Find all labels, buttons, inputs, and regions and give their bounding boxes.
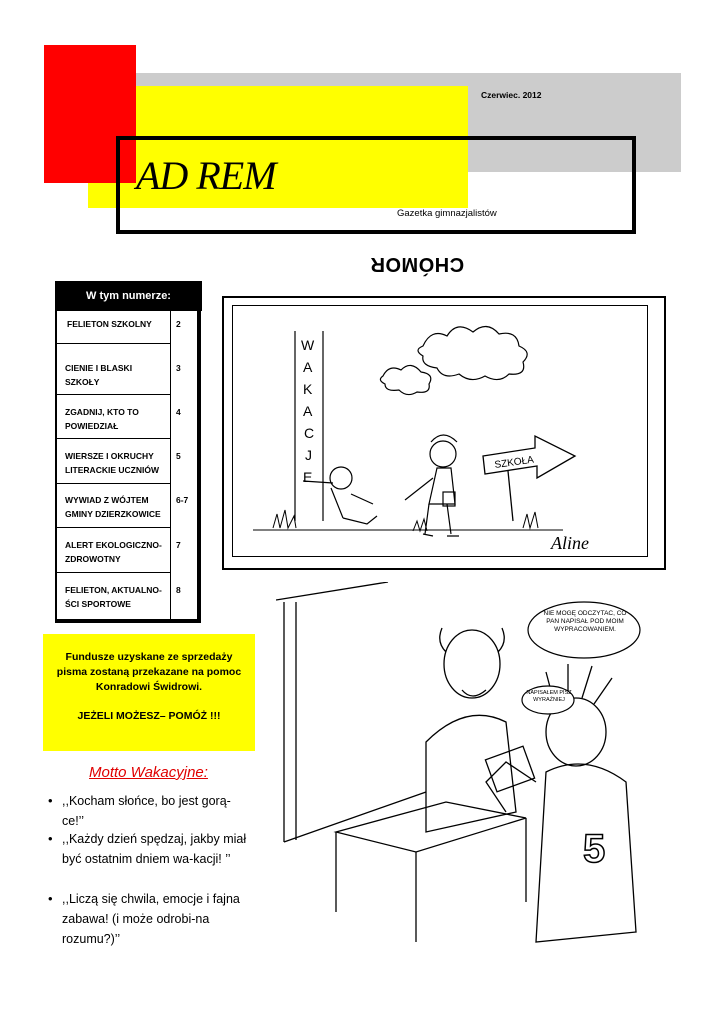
masthead-subtitle: Gazetka gimnazjalistów bbox=[397, 208, 497, 219]
grass-icon bbox=[253, 510, 563, 531]
arrow-sign-icon bbox=[483, 436, 575, 521]
toc-item-name: WYWIAD Z WÓJTEM GMINY DZIERZKOWICE bbox=[65, 495, 161, 519]
svg-text:A: A bbox=[303, 403, 313, 419]
toc-separator bbox=[57, 438, 170, 439]
shirt-number: 5 bbox=[583, 827, 606, 871]
toc-separator bbox=[57, 572, 170, 573]
motto-title: Motto Wakacyjne: bbox=[89, 764, 208, 781]
toc-item-name: ZGADNIJ, KTO TO POWIEDZIAŁ bbox=[65, 407, 139, 431]
toc-item-name: WIERSZE I OKRUCHY LITERACKIE UCZNIÓW bbox=[65, 451, 159, 475]
motto-item bbox=[48, 791, 252, 831]
toc-item-name: ALERT EKOLOGICZNO-ZDROWOTNY bbox=[65, 540, 162, 564]
toc-divider bbox=[170, 311, 171, 619]
cartoon-vacation-drawing bbox=[233, 306, 647, 556]
masthead-title: AD REM bbox=[136, 153, 276, 198]
motto-text: ,,Liczą się chwila, emocje i fajna zabawa! (i może odrobi-na rozumu?)’’ bbox=[62, 892, 240, 946]
woman-figure bbox=[405, 435, 459, 536]
masthead-date: Czerwiec. 2012 bbox=[481, 90, 542, 100]
svg-text:C: C bbox=[304, 425, 315, 441]
cartoon-signature: Aline bbox=[551, 533, 589, 553]
toc-item-page: 5 bbox=[176, 451, 181, 461]
cloud-icon bbox=[380, 326, 527, 394]
teacher-body bbox=[426, 715, 516, 832]
desk-icon bbox=[336, 802, 526, 852]
teacher-head bbox=[444, 630, 500, 698]
blackboard-bottom bbox=[284, 792, 426, 842]
motto-text: ,,Każdy dzień spędzaj, jakby miał być ostatnim dniem wa-kacji! ’’ bbox=[62, 832, 247, 866]
donation-text: Fundusze uzyskane ze sprzedaży pisma zostaną przekazane na pomoc Konradowi Świdrowi. bbox=[56, 651, 242, 693]
toc-separator bbox=[57, 343, 170, 344]
bullet-icon: • bbox=[48, 891, 53, 906]
section-heading: CHÓMOR bbox=[370, 253, 465, 275]
signpost-letters bbox=[301, 337, 315, 485]
svg-text:E: E bbox=[303, 469, 313, 485]
cartoon-teacher-drawing bbox=[276, 582, 666, 954]
toc-item-page: 3 bbox=[176, 363, 181, 373]
bullet-icon: • bbox=[48, 793, 53, 808]
toc-item-name: FELIETON, AKTUALNO-ŚCI SPORTOWE bbox=[65, 585, 162, 609]
speech-bubble-large-text: NIE MOGĘ ODCZYTAĆ, CO PAN NAPISAŁ POD MOIM WYPRACOWANIEM. bbox=[543, 610, 627, 633]
motto-text: ,,Kocham słońce, bo jest gorą-ce!’’ bbox=[62, 794, 231, 828]
arrow-sign-text: SZKOŁA bbox=[493, 454, 535, 471]
bullet-icon: • bbox=[48, 831, 53, 846]
cartoon-vacation bbox=[232, 305, 648, 557]
toc-header: W tym numerze: bbox=[55, 281, 202, 311]
toc-item-page: 8 bbox=[176, 585, 181, 595]
svg-text:W: W bbox=[301, 337, 315, 353]
toc-separator bbox=[57, 394, 170, 395]
toc-item-page: 2 bbox=[176, 319, 181, 329]
blackboard-edge bbox=[276, 582, 388, 842]
toc-item-name: FELIETON SZKOLNY bbox=[67, 319, 152, 329]
toc-item-page: 4 bbox=[176, 407, 181, 417]
svg-text:K: K bbox=[303, 381, 313, 397]
svg-text:A: A bbox=[303, 359, 313, 375]
toc-separator bbox=[57, 483, 170, 484]
toc-item-page: 7 bbox=[176, 540, 181, 550]
motto-item bbox=[48, 829, 252, 869]
svg-text:J: J bbox=[305, 447, 312, 463]
speech-bubble-small-text: NAPISAŁEM PISZ WYRAŹNIEJ bbox=[526, 690, 572, 703]
toc-table bbox=[55, 311, 201, 623]
toc-item-name: CIENIE I BLASKI SZKOŁY bbox=[65, 363, 133, 387]
toc-item-page: 6-7 bbox=[176, 495, 189, 505]
donation-cta: JEŻELI MOŻESZ– POMÓŻ !!! bbox=[77, 710, 221, 722]
child-figure bbox=[303, 467, 377, 524]
toc-separator bbox=[57, 527, 170, 528]
motto-item bbox=[48, 889, 252, 949]
cartoon-teacher-student bbox=[276, 582, 666, 954]
